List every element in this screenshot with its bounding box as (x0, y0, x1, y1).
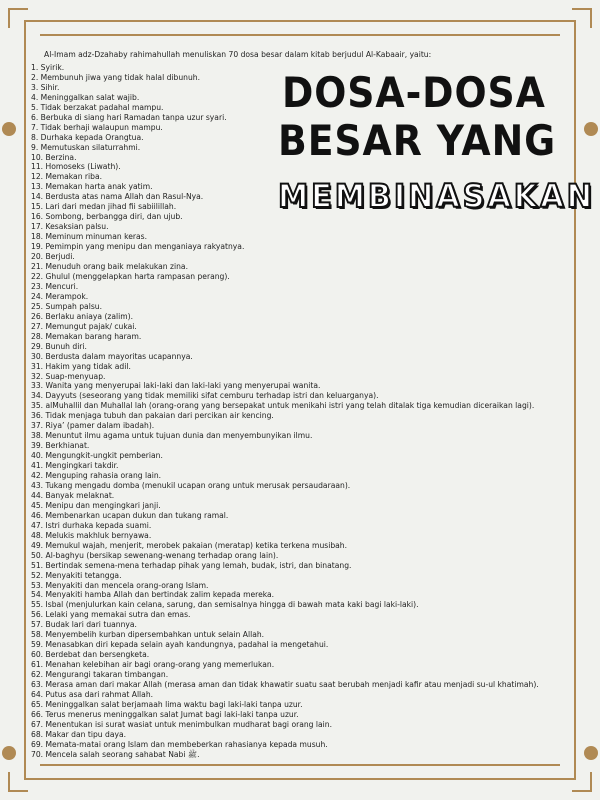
list-item (31, 92, 584, 103)
list-item-number: 65. (31, 699, 44, 709)
list-item (31, 610, 584, 620)
list-item-text: Meninggalkan salat berjamaah lima waktu bagi laki-laki tanpa uzur. (45, 699, 303, 709)
list-item-text: Menyakiti hamba Allah dan bertindak zalim kepada mereka. (45, 590, 275, 600)
list-item-text: Berdusta atas nama Allah dan Rasul-Nya. (45, 192, 204, 202)
list-item-number: 54. (31, 590, 44, 600)
list-item-text: Menuntut ilmu agama untuk tujuan dunia dan menyembunyikan ilmu. (45, 431, 313, 441)
list-item-text: Isbal (menjulurkan kain celana, sarung, dan semisalnya hingga di bawah mata kaki bagi laki-laki). (45, 600, 419, 610)
list-item (31, 709, 584, 720)
list-item-text: Berdebat dan bersengketa. (45, 650, 150, 660)
list-item-text: Membunuh jiwa yang tidak halal dibunuh. (40, 72, 201, 82)
content-body (31, 50, 595, 760)
list-item-number: 53. (31, 580, 44, 590)
list-item (31, 381, 584, 391)
list-item-number: 48. (31, 530, 44, 540)
list-item (31, 122, 584, 133)
list-item-number: 16. (31, 212, 44, 222)
list-item (31, 361, 584, 372)
list-item (31, 749, 584, 760)
frame-corner (8, 8, 28, 28)
list-item (31, 520, 584, 531)
list-item-text: Berkhianat. (45, 441, 90, 451)
list-item (31, 62, 584, 73)
list-item-number: 22. (31, 271, 44, 281)
list-item-number: 41. (31, 461, 44, 471)
list-item-number: 6. (31, 112, 39, 122)
list-item-text: Berjudi. (45, 252, 75, 262)
frame-dot (584, 746, 598, 760)
list-item-text: Melukis makhluk bernyawa. (45, 530, 152, 540)
list-item-text: Bertindak semena-mena terhadap pihak yang lemah, budak, istri, dan binatang. (45, 560, 352, 570)
list-item (31, 540, 584, 551)
list-item-text: Budak lari dari tuannya. (45, 620, 137, 630)
list-item-number: 43. (31, 480, 44, 490)
list-item-number: 11. (31, 162, 44, 172)
list-item-number: 1. (31, 62, 39, 72)
list-item-text: Riya’ (pamer dalam ibadah). (45, 421, 155, 431)
list-item-number: 14. (31, 192, 44, 202)
frame-dot (2, 122, 16, 136)
list-item-number: 69. (31, 739, 44, 749)
list-item-number: 63. (31, 680, 44, 690)
frame-left-line (24, 20, 26, 780)
list-item-number: 36. (31, 411, 44, 421)
title-line-2: BESAR YANG (278, 116, 557, 165)
list-item (31, 550, 584, 561)
list-item-text: Tidak menjaga tubuh dan pakaian dari percikan air kencing. (45, 411, 274, 421)
list-item-number: 58. (31, 630, 44, 640)
list-item-number: 12. (31, 172, 44, 182)
list-item-number: 64. (31, 690, 44, 699)
list-item (31, 331, 584, 342)
list-item-number: 61. (31, 660, 44, 670)
list-item (31, 321, 584, 332)
list-item (31, 152, 584, 163)
list-item-number: 19. (31, 242, 44, 252)
list-item (31, 729, 584, 740)
list-item-text: Pemimpin yang menipu dan menganiaya rakyatnya. (45, 242, 245, 252)
list-item (31, 311, 584, 322)
list-item-text: Tukang mengadu domba (menukil ucapan orang untuk merusak persaudaraan). (45, 480, 351, 490)
list-item (31, 222, 584, 232)
list-item-text: Makar dan tipu daya. (45, 729, 127, 739)
list-item-text: Berlaku aniaya (zalim). (45, 311, 134, 321)
frame-corner (8, 772, 28, 792)
list-item-text: Merampok. (45, 291, 89, 301)
list-item-number: 28. (31, 331, 44, 341)
list-item-text: Meminum minuman keras. (45, 232, 148, 242)
list-item-number: 21. (31, 262, 44, 272)
list-item (31, 461, 584, 471)
list-item (31, 291, 584, 302)
list-item-text: Kesaksian palsu. (45, 222, 109, 232)
list-item-text: Hakim yang tidak adil. (45, 361, 131, 371)
list-item-text: Berdusta dalam mayoritas ucapannya. (45, 351, 193, 361)
list-item-text: Menuduh orang baik melakukan zina. (45, 262, 189, 272)
list-item-number: 3. (31, 82, 39, 92)
list-item (31, 172, 584, 182)
list-item (31, 471, 584, 481)
list-item-number: 29. (31, 341, 44, 351)
list-item-text: Menentukan isi surat wasiat untuk menimbulkan mudharat bagi orang lain. (45, 719, 333, 729)
list-item-text: Lelaki yang memakai sutra dan emas. (45, 610, 191, 620)
list-item (31, 202, 584, 212)
list-item (31, 271, 584, 282)
list-item (31, 281, 584, 292)
list-item-text: Memukul wajah, menjerit, merobek pakaian (meratap) ketika terkena musibah. (45, 540, 348, 550)
list-item-number: 31. (31, 361, 44, 371)
list-item-number: 38. (31, 431, 44, 441)
list-item (31, 351, 584, 362)
list-item-text: Memakan riba. (45, 172, 103, 182)
list-item (31, 421, 584, 431)
list-item-number: 50. (31, 550, 44, 560)
list-item-text: Menguping rahasia orang lain. (45, 471, 162, 481)
list-item-text: Mencuri. (45, 281, 79, 291)
list-item-text: Suap-menyuap. (45, 371, 106, 381)
list-item-number: 56. (31, 610, 44, 620)
list-item (31, 660, 584, 670)
list-item-text: Menyembelih kurban dipersembahkan untuk selain Allah. (45, 630, 265, 640)
frame-corner (572, 8, 592, 28)
frame-top-inner-line (40, 34, 560, 36)
list-item-text: alMuhallil dan Muhallal lah (orang-orang yang bersepakat untuk menikahi istri yang telah ditalak tiga kemudian diceraikan lagi). (45, 401, 535, 411)
list-item-number: 37. (31, 421, 44, 431)
list-item (31, 132, 584, 143)
list-item (31, 500, 584, 511)
list-item-text: Terus menerus meninggalkan salat Jumat bagi laki-laki tanpa uzur. (45, 709, 299, 719)
list-item (31, 371, 584, 382)
list-item (31, 252, 584, 262)
list-item-number: 27. (31, 321, 44, 331)
list-item-text: Menasabkan diri kepada selain ayah kandungnya, padahal ia mengetahui. (45, 640, 329, 650)
list-item (31, 510, 584, 521)
list-item-number: 8. (31, 132, 39, 142)
list-item-text: Mencela salah seorang sahabat Nabi ﷺ. (45, 749, 200, 759)
list-item (31, 162, 584, 172)
list-item-number: 20. (31, 252, 44, 262)
frame-dot (2, 746, 16, 760)
list-item-number: 62. (31, 670, 44, 680)
list-item (31, 620, 584, 630)
list-item-text: Banyak melaknat. (45, 490, 115, 500)
list-item (31, 580, 584, 591)
title-line-3: MEMBINASAKAN (278, 177, 595, 215)
list-item (31, 670, 584, 680)
list-item (31, 530, 584, 541)
list-item-text: Sihir. (40, 82, 60, 92)
list-item-number: 68. (31, 729, 44, 739)
list-item-number: 34. (31, 391, 44, 401)
list-item (31, 212, 584, 222)
list-item (31, 680, 584, 690)
list-item-text: Menipu dan mengingkari janji. (45, 500, 161, 510)
list-item (31, 192, 584, 202)
list-item (31, 480, 584, 491)
list-item-number: 52. (31, 570, 44, 580)
list-item-number: 35. (31, 401, 44, 411)
list-item (31, 232, 584, 242)
list-item-number: 25. (31, 301, 44, 311)
list-item-text: Mengingkari takdir. (45, 461, 119, 471)
list-item-text: Mengurangi takaran timbangan. (45, 670, 169, 680)
list-item (31, 72, 584, 83)
list-item-text: Tidak berzakat padahal mampu. (40, 102, 164, 112)
list-item-number: 5. (31, 102, 39, 112)
frame-corner (572, 772, 592, 792)
list-item-text: Homoseks (Liwath). (45, 162, 121, 172)
list-item-number: 46. (31, 510, 44, 520)
list-item-text: Bunuh diri. (45, 341, 87, 351)
frame-top-line (24, 20, 576, 22)
list-item-number: 26. (31, 311, 44, 321)
list-item (31, 600, 584, 610)
list-item-number: 30. (31, 351, 44, 361)
list-item-number: 59. (31, 640, 44, 650)
list-item (31, 560, 584, 571)
list-item-number: 47. (31, 520, 44, 530)
list-item-text: Sombong, berbangga diri, dan ujub. (45, 212, 183, 222)
list-item-number: 57. (31, 620, 44, 630)
list-item (31, 401, 584, 411)
list-item-number: 2. (31, 72, 39, 82)
list-item-text: Membenarkan ucapan dukun dan tukang ramal. (45, 510, 229, 520)
list-item-number: 42. (31, 471, 44, 481)
list-item-text: Ghulul (menggelapkan harta rampasan perang). (45, 271, 230, 281)
list-item (31, 391, 584, 401)
list-item-text: Berbuka di siang hari Ramadan tanpa uzur syari. (40, 112, 227, 122)
sin-list (31, 62, 595, 760)
list-item-text: Memungut pajak/ cukai. (45, 321, 137, 331)
list-item (31, 690, 584, 700)
list-item-text: Putus asa dari rahmat Allah. (45, 690, 154, 699)
list-item-text: Mengungkit-ungkit pemberian. (45, 451, 163, 461)
list-item-text: Al-baghyu (bersikap sewenang-wenang terhadap orang lain). (45, 550, 279, 560)
list-item (31, 341, 584, 352)
list-item-number: 40. (31, 451, 44, 461)
list-item (31, 112, 584, 123)
list-item-text: Lari dari medan jihad fii sabiilillah. (45, 202, 177, 212)
list-item-number: 13. (31, 182, 44, 192)
list-item (31, 630, 584, 640)
list-item-number: 55. (31, 600, 44, 610)
list-item-number: 70. (31, 749, 44, 759)
list-item (31, 570, 584, 581)
list-item-text: Dayyuts (seseorang yang tidak memiliki sifat cemburu terhadap istri dan keluarganya). (45, 391, 379, 401)
list-item (31, 242, 584, 252)
list-item-number: 45. (31, 500, 44, 510)
list-item-text: Durhaka kepada Orangtua. (40, 132, 144, 142)
list-item (31, 411, 584, 421)
list-item-number: 10. (31, 152, 44, 162)
list-item (31, 182, 584, 192)
list-item-number: 66. (31, 709, 44, 719)
list-item (31, 590, 584, 600)
list-item (31, 719, 584, 730)
list-item-number: 32. (31, 371, 44, 381)
list-item-text: Memutuskan silaturrahmi. (40, 142, 141, 152)
list-item-text: Menyakiti dan mencela orang-orang Islam. (45, 580, 209, 590)
list-item-text: Menyakiti tetangga. (45, 570, 122, 580)
list-item-text: Memakan harta anak yatim. (45, 182, 153, 192)
list-item-text: Merasa aman dari makar Allah (merasa aman dan tidak khawatir suatu saat berubah menjadi kafir atau menjadi su-ul khatimah). (45, 680, 539, 690)
list-item-number: 49. (31, 540, 44, 550)
title-line-1: DOSA-DOSA (282, 68, 546, 117)
list-item-number: 33. (31, 381, 44, 391)
list-item-text: Berzina. (45, 152, 77, 162)
list-item-number: 9. (31, 142, 39, 152)
list-item (31, 262, 584, 272)
list-item-text: Meninggalkan salat wajib. (40, 92, 140, 102)
list-item (31, 650, 584, 660)
list-item (31, 441, 584, 451)
list-item (31, 640, 584, 650)
list-item-number: 18. (31, 232, 44, 242)
list-item-number: 23. (31, 281, 44, 291)
list-item (31, 102, 584, 113)
intro-text: Al-Imam adz-Dzahaby rahimahullah menuliskan 70 dosa besar dalam kitab berjudul Al-Kabaair, yaitu: (44, 50, 432, 59)
list-item-text: Sumpah palsu. (45, 301, 102, 311)
list-item (31, 82, 584, 93)
list-item-number: 44. (31, 490, 44, 500)
list-item-number: 24. (31, 291, 44, 301)
list-item-number: 67. (31, 719, 44, 729)
list-item-number: 15. (31, 202, 44, 212)
list-item (31, 301, 584, 312)
frame-bottom-inner-line (40, 764, 560, 766)
list-item-number: 39. (31, 441, 44, 451)
list-item-number: 7. (31, 122, 39, 132)
list-item-text: Memata-matai orang Islam dan membeberkan rahasianya kepada musuh. (45, 739, 328, 749)
list-item-number: 51. (31, 560, 44, 570)
list-item-text: Menahan kelebihan air bagi orang-orang yang memerlukan. (45, 660, 275, 670)
list-item-text: Memakan barang haram. (45, 331, 142, 341)
list-item-text: Wanita yang menyerupai laki-laki dan laki-laki yang menyerupai wanita. (45, 381, 321, 391)
list-item (31, 431, 584, 441)
list-item (31, 490, 584, 501)
list-item (31, 142, 584, 153)
list-item-number: 4. (31, 92, 39, 102)
frame-bottom-line (24, 778, 576, 780)
list-item-number: 60. (31, 650, 44, 660)
list-item-text: Tidak berhaji walaupun mampu. (40, 122, 163, 132)
list-item (31, 739, 584, 750)
list-item (31, 451, 584, 461)
list-item (31, 699, 584, 710)
list-item-text: Syirik. (40, 62, 65, 72)
list-item-text: Istri durhaka kepada suami. (45, 520, 152, 530)
list-item-number: 17. (31, 222, 44, 232)
